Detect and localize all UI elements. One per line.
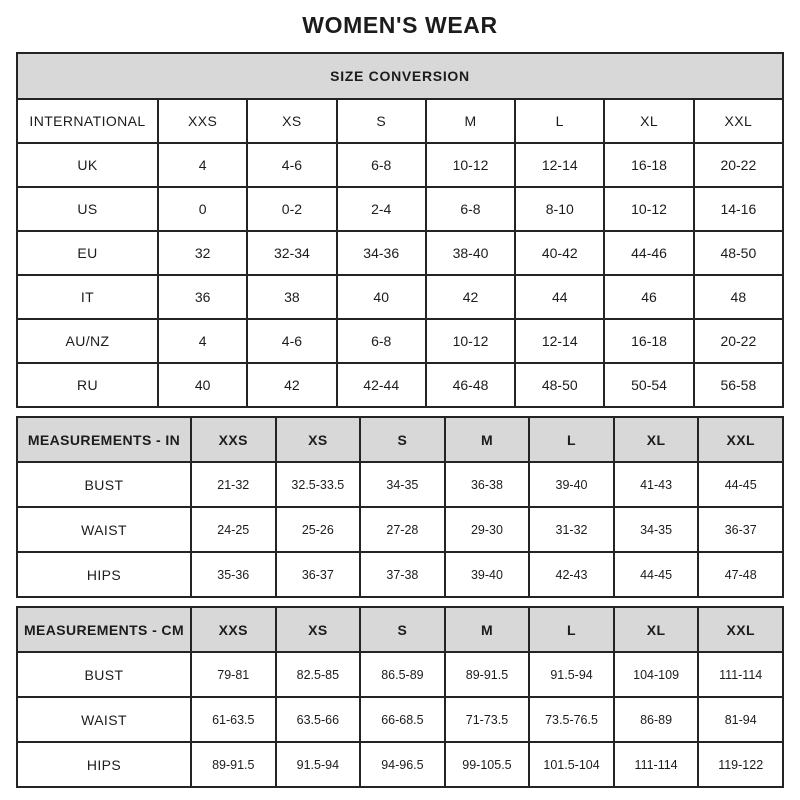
table-cell: 81-94 [698,697,783,742]
size-header-m: M [445,417,530,462]
size-header-xxs: XXS [191,607,276,652]
table-cell: 44-46 [604,231,693,275]
table-cell: 66-68.5 [360,697,445,742]
column-header-international: INTERNATIONAL [17,99,158,143]
table-cell: 89-91.5 [191,742,276,787]
table-cell: 38-40 [426,231,515,275]
table-cell: 2-4 [337,187,426,231]
table-cell: 82.5-85 [276,652,361,697]
size-conversion-row-eu [17,231,783,275]
table-cell: 32.5-33.5 [276,462,361,507]
table-cell: 37-38 [360,552,445,597]
table-cell: 14-16 [694,187,783,231]
measurements-in-header-row [17,417,783,462]
table-cell: 32-34 [247,231,336,275]
table-cell: 21-32 [191,462,276,507]
table-cell: 25-26 [276,507,361,552]
table-cell: 46 [604,275,693,319]
table-cell: 36 [158,275,247,319]
table-cell: 44 [515,275,604,319]
table-cell: 35-36 [191,552,276,597]
table-cell: 20-22 [694,319,783,363]
table-cell: 34-35 [614,507,699,552]
row-label: HIPS [17,552,191,597]
measurements-cm-row-waist [17,697,783,742]
table-cell: 36-37 [276,552,361,597]
table-cell: 16-18 [604,319,693,363]
table-cell: 40 [337,275,426,319]
table-cell: 99-105.5 [445,742,530,787]
table-cell: 48-50 [515,363,604,407]
table-cell: 111-114 [614,742,699,787]
table-cell: 0-2 [247,187,336,231]
table-cell: 91.5-94 [529,652,614,697]
row-label: BUST [17,462,191,507]
measurements-cm-row-bust [17,652,783,697]
table-cell: 10-12 [604,187,693,231]
row-label: AU/NZ [17,319,158,363]
size-header-xl: XL [614,607,699,652]
table-cell: 34-35 [360,462,445,507]
row-label: US [17,187,158,231]
measurements-cm-table [16,606,784,788]
table-cell: 27-28 [360,507,445,552]
table-cell: 34-36 [337,231,426,275]
table-cell: 104-109 [614,652,699,697]
table-cell: 63.5-66 [276,697,361,742]
table-cell: 6-8 [337,319,426,363]
table-cell: 48-50 [694,231,783,275]
column-header-xs: XS [247,99,336,143]
measurements-in-table [16,416,784,598]
measurements-in-row-waist [17,507,783,552]
table-cell: 36-38 [445,462,530,507]
row-label: WAIST [17,507,191,552]
table-cell: 73.5-76.5 [529,697,614,742]
table-cell: 86.5-89 [360,652,445,697]
size-conversion-row-au-nz [17,319,783,363]
table-cell: 4 [158,319,247,363]
size-header-xl: XL [614,417,699,462]
size-conversion-row-it [17,275,783,319]
table-cell: 79-81 [191,652,276,697]
size-conversion-title-row [17,53,783,99]
table-cell: 42-44 [337,363,426,407]
size-conversion-table [16,52,784,408]
table-cell: 31-32 [529,507,614,552]
size-conversion-title: SIZE CONVERSION [17,53,783,99]
table-cell: 94-96.5 [360,742,445,787]
table-cell: 6-8 [337,143,426,187]
table-cell: 101.5-104 [529,742,614,787]
row-label: RU [17,363,158,407]
table-cell: 36-37 [698,507,783,552]
table-cell: 47-48 [698,552,783,597]
table-cell: 48 [694,275,783,319]
measurements-cm-row-hips [17,742,783,787]
table-cell: 86-89 [614,697,699,742]
table-cell: 40-42 [515,231,604,275]
table-cell: 42 [426,275,515,319]
size-header-xxl: XXL [698,417,783,462]
size-header-s: S [360,417,445,462]
table-cell: 4-6 [247,319,336,363]
column-header-s: S [337,99,426,143]
table-cell: 10-12 [426,319,515,363]
table-cell: 16-18 [604,143,693,187]
size-header-m: M [445,607,530,652]
size-header-xxs: XXS [191,417,276,462]
table-cell: 32 [158,231,247,275]
table-cell: 119-122 [698,742,783,787]
table-cell: 111-114 [698,652,783,697]
row-label: EU [17,231,158,275]
table-cell: 46-48 [426,363,515,407]
table-cell: 4-6 [247,143,336,187]
table-cell: 71-73.5 [445,697,530,742]
table-cell: 42 [247,363,336,407]
row-label: BUST [17,652,191,697]
size-conversion-row-uk [17,143,783,187]
column-header-l: L [515,99,604,143]
size-conversion-row-us [17,187,783,231]
table-cell: 10-12 [426,143,515,187]
page-title: WOMEN'S WEAR [302,12,498,38]
measurements-in-title: MEASUREMENTS - IN [17,417,191,462]
column-header-xxl: XXL [694,99,783,143]
row-label: WAIST [17,697,191,742]
size-header-xs: XS [276,417,361,462]
table-cell: 56-58 [694,363,783,407]
table-cell: 91.5-94 [276,742,361,787]
table-cell: 61-63.5 [191,697,276,742]
column-header-xl: XL [604,99,693,143]
row-label: IT [17,275,158,319]
table-cell: 39-40 [529,462,614,507]
table-cell: 41-43 [614,462,699,507]
size-header-xxl: XXL [698,607,783,652]
table-cell: 38 [247,275,336,319]
table-cell: 42-43 [529,552,614,597]
size-header-l: L [529,607,614,652]
size-header-l: L [529,417,614,462]
row-label: HIPS [17,742,191,787]
table-cell: 12-14 [515,143,604,187]
table-cell: 39-40 [445,552,530,597]
table-cell: 4 [158,143,247,187]
table-cell: 40 [158,363,247,407]
measurements-cm-header-row [17,607,783,652]
table-cell: 29-30 [445,507,530,552]
table-cell: 6-8 [426,187,515,231]
size-header-s: S [360,607,445,652]
table-cell: 89-91.5 [445,652,530,697]
measurements-in-row-hips [17,552,783,597]
table-cell: 50-54 [604,363,693,407]
table-cell: 44-45 [698,462,783,507]
size-conversion-column-header-row [17,99,783,143]
measurements-cm-title: MEASUREMENTS - CM [17,607,191,652]
table-cell: 20-22 [694,143,783,187]
table-cell: 24-25 [191,507,276,552]
table-cell: 12-14 [515,319,604,363]
row-label: UK [17,143,158,187]
measurements-in-row-bust [17,462,783,507]
column-header-xxs: XXS [158,99,247,143]
size-conversion-row-ru [17,363,783,407]
table-cell: 0 [158,187,247,231]
column-header-m: M [426,99,515,143]
table-cell: 8-10 [515,187,604,231]
table-cell: 44-45 [614,552,699,597]
size-header-xs: XS [276,607,361,652]
